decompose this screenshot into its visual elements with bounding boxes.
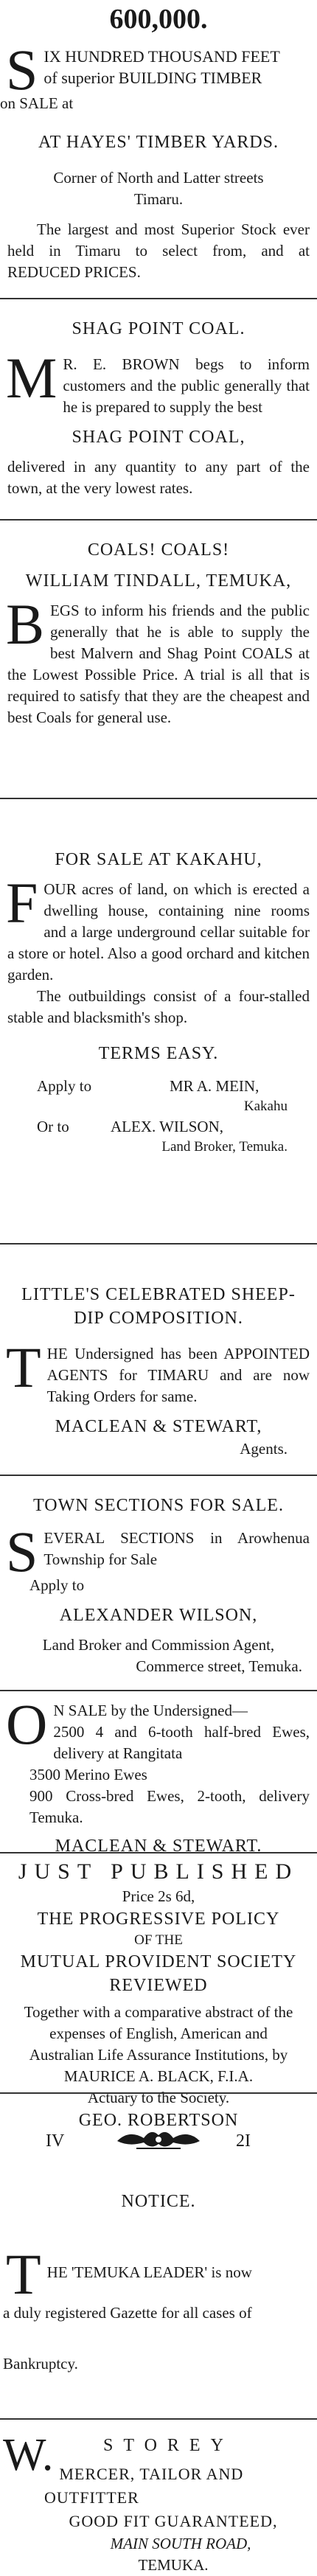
coals-title: COALS! COALS! [87, 540, 230, 560]
town-role: Land Broker and Commission Agent, [42, 1636, 275, 1654]
notice-advert [0, 2190, 317, 2375]
timber-line3: on SALE at [0, 94, 74, 112]
ewes-line2: 2500 4 and 6-tooth half-bred Ewes, delivery at Rangitata [53, 1723, 310, 1762]
kakahu-body2: The outbuildings consist of a four-stalled stable and blacksmith's shop. [7, 987, 310, 1026]
sheepdip-advert [0, 1283, 317, 1460]
coal-body2: delivered in any quantity to any part of the town, at the very lowest rates. [7, 458, 310, 497]
policy-head: JUST PUBLISHED [18, 1859, 299, 1884]
notice-title: NOTICE. [121, 2192, 196, 2211]
kakahu-advert [0, 848, 317, 1157]
ewes-line4: 900 Cross-bred Ewes, 2-tooth, delivery Temuka. [29, 1787, 310, 1826]
ewes-dropcap: O [6, 1692, 48, 1756]
ornament-left-text: IV [46, 2131, 65, 2151]
town-title: TOWN SECTIONS FOR SALE. [33, 1496, 284, 1515]
timber-address: Corner of North and Latter streets [53, 169, 264, 187]
sheepdip-signature: MACLEAN & STEWART, [55, 1417, 262, 1436]
kakahu-agent1-place: Kakahu [243, 1099, 288, 1114]
divider [0, 519, 317, 521]
storey-advert [0, 2430, 317, 2576]
town-apply: Apply to [29, 1576, 85, 1594]
policy-of: OF THE [134, 1932, 183, 1948]
divider [0, 798, 317, 799]
sheepdip-body: HE Undersigned has been APPOINTED AGENTS for TIMARU and are now Taking Orders for same. [46, 1345, 310, 1405]
storey-line3: MAIN SOUTH ROAD, [110, 2535, 251, 2552]
divider [0, 1243, 317, 1245]
policy-author-role: Actuary to the Society. [87, 2089, 230, 2106]
sheepdip-dropcap: T [6, 1335, 41, 1399]
kakahu-agent1: MR A. MEIN, [170, 1077, 259, 1095]
timber-body: The largest and most Superior Stock ever held in Timaru to select from, and at REDUCED PRICES. [7, 220, 310, 281]
coal-title: SHAG POINT COAL. [72, 319, 245, 338]
coals-name: WILLIAM TINDALL, TEMUKA, [25, 571, 292, 591]
kakahu-apply: Apply to [37, 1077, 92, 1095]
kakahu-or: Or to [37, 1118, 69, 1135]
kakahu-dropcap: F [6, 871, 38, 935]
divider [0, 1690, 317, 1691]
coals-advert [0, 538, 317, 728]
ornament-row [0, 2123, 317, 2160]
timber-advert [0, 0, 317, 283]
town-dropcap: S [6, 1520, 38, 1584]
notice-line2: a duly registered Gazette for all cases of [3, 2304, 252, 2322]
divider [0, 298, 317, 299]
notice-line3: Bankruptcy. [3, 2355, 78, 2373]
coal-dropcap: M [6, 346, 58, 410]
coal-subtitle: SHAG POINT COAL, [72, 428, 245, 447]
coals-dropcap: B [6, 592, 45, 656]
divider [0, 2092, 317, 2094]
timber-town: Timaru. [133, 190, 184, 208]
sheepdip-title: LITTLE'S CELEBRATED SHEEP-DIP COMPOSITION. [21, 1285, 296, 1328]
notice-line1: HE 'TEMUKA LEADER' is now [46, 2263, 252, 2281]
coal-advert [0, 317, 317, 499]
policy-title2: MUTUAL PROVIDENT SOCIETY REVIEWED [20, 1952, 297, 1995]
ewes-line1: N SALE by the Undersigned— [53, 1702, 248, 1719]
policy-price: Price 2s 6d, [122, 1887, 195, 1905]
town-street: Commerce street, Temuka. [136, 1657, 302, 1675]
kakahu-agent2: ALEX. WILSON, [111, 1118, 224, 1135]
decorative-ornament [114, 2125, 203, 2154]
storey-dropcap: W. [3, 2430, 54, 2480]
timber-dropcap: S [6, 38, 38, 102]
policy-title1: THE PROGRESSIVE POLICY [37, 1910, 280, 1929]
policy-agent: GEO. ROBERTSON [78, 2111, 239, 2130]
storey-line2: GOOD FIT GUARANTEED, [69, 2512, 278, 2530]
timber-line1: IX HUNDRED THOUSAND FEET [43, 47, 280, 66]
kakahu-agent2-title: Land Broker, Temuka. [161, 1139, 288, 1155]
timber-yard: AT HAYES' TIMBER YARDS. [38, 133, 279, 152]
coal-body: R. E. BROWN begs to inform customers and the public generally that he is prepared to supply the best [63, 355, 310, 416]
divider [0, 2418, 317, 2420]
storey-line4: TEMUKA. [138, 2556, 209, 2574]
policy-body: Together with a comparative abstract of the expenses of English, American and Australian Life Assurance Institutions, by [24, 2003, 293, 2064]
policy-author: MAURICE A. BLACK, F.I.A. [63, 2067, 254, 2085]
divider [0, 1475, 317, 1476]
storey-name: STOREY [103, 2436, 234, 2455]
ewes-advert [0, 1692, 317, 1858]
notice-dropcap: T [6, 2242, 41, 2306]
ewes-line3: 3500 Merino Ewes [29, 1766, 147, 1783]
divider [0, 1852, 317, 1853]
storey-line1: MERCER, TAILOR AND OUTFITTER [44, 2465, 244, 2507]
coals-body: EGS to inform his friends and the public generally that he is able to supply the best Malvern and Shag Point COALS at the Lowest Possible Price. A trial is all that is required to satisfy that they are the cheapest and best Coals for general use. [7, 602, 310, 726]
ornament-right-text: 2I [236, 2131, 251, 2151]
sheepdip-role: Agents. [240, 1440, 288, 1458]
town-advert [0, 1494, 317, 1677]
timber-line2: of superior BUILDING TIMBER [43, 69, 262, 87]
kakahu-terms: TERMS EASY. [98, 1044, 219, 1063]
town-body: EVERAL SECTIONS in Arowhenua Township for Sale [43, 1529, 310, 1568]
ewes-signature: MACLEAN & STEWART. [55, 1837, 262, 1856]
kakahu-body: OUR acres of land, on which is erected a dwelling house, containing nine rooms and a large underground cellar suitable for a store or hotel. Also a good orchard and kitchen garden. [7, 880, 310, 984]
timber-title: 600,000. [109, 4, 208, 35]
kakahu-title: FOR SALE AT KAKAHU, [55, 850, 262, 869]
policy-advert [0, 1858, 317, 2132]
town-name: ALEXANDER WILSON, [59, 1606, 258, 1625]
